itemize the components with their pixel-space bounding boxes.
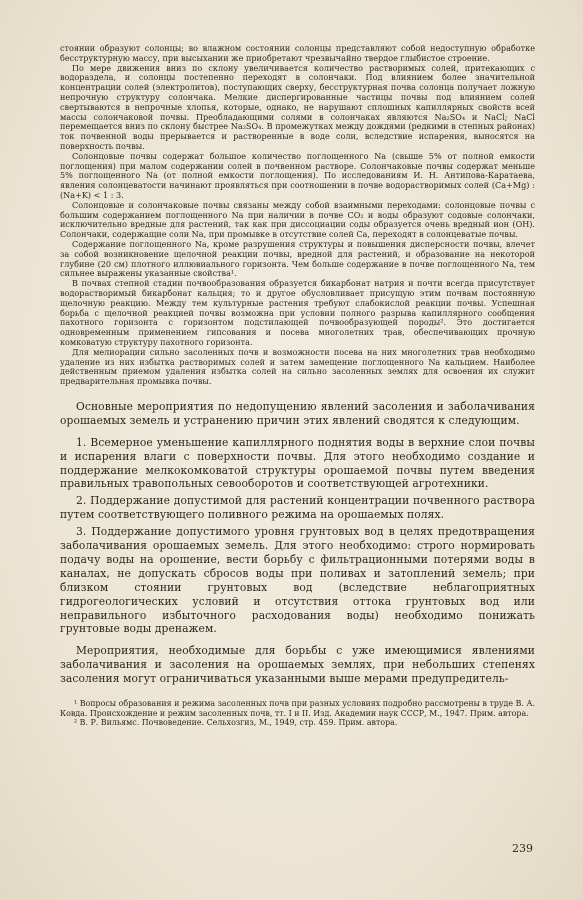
- paragraph: Солонцовые почвы содержат большое количество поглощенного Na (свыше 5% от полной емкости поглощения) при малом содержании солей в почвенном растворе. Солончаковые почвы содержат меньше 5% поглощенного Na (от полной емкости поглощения). По исследованиям И. Н. Антипова-Каратаева, явления солонцеватости начинают проявляться при соотношении в почве водорастворимых солей (Ca+Mg) : (Na+K) < 1 : 3.: [60, 150, 535, 200]
- paragraph: 2. Поддержание допустимой для растений концентрации почвенного раствора путем соответствующего поливного режима на орошаемых полях.: [60, 494, 535, 522]
- small-print-section: [60, 44, 535, 387]
- page-number: 239: [512, 842, 533, 855]
- paragraph: 1. Всемерное уменьшение капиллярного поднятия воды в верхние слои почвы и испарения влаги с поверхности почвы. Для этого необходимо создание и поддержание мелкокомковатой структуры орошаемой почвы путем введения правильных травопольных севооборотов и соответствующей агротехники.: [60, 435, 535, 491]
- paragraph: Солонцовые и солончаковые почвы связаны между собой взаимными переходами: солонцовые почвы с большим содержанием поглощенного Na при наличии в почве CO₂ и воды образуют содовые солончаки, исключительно вредные для растений, так как при диссоциации соды образуется очень вредный ион (OH). Солончаки, содержащие соли Na, при промывке в отсутствие солей Ca, переходят в солонцеватые почвы.: [60, 199, 535, 240]
- main-text-section: [60, 400, 535, 686]
- paragraph: По мере движения вниз по склону увеличивается количество растворимых солей, притекающих с водораздела, и солонцы постепенно переходят в солончаки. Под влиянием более значительной концентрации солей (электролитов), поступающих сверху, бесструктурная почва солонца получает ложную непрочную структуру солончака. Мелкие диспергированные частицы почвы под влиянием солей свертываются в непрочные хлопья, которые, однако, не нарушают сплошных капиллярных свойств всей массы солончаковой почвы. Преобладающими солями в солончаках являются Na₂SO₄ и NaCl; NaCl перемещается вниз по склону быстрее Na₂SO₄. В промежутках между дождями (редкими в степных районах) ток почвенной воды прерывается и растворенные в воде соли, вследствие испарения, выносятся на поверхность почвы.: [60, 62, 535, 151]
- paragraph: Основные мероприятия по недопущению явлений засоления и заболачивания орошаемых земель и устранению причин этих явлений сводятся к следующим.: [60, 399, 535, 427]
- paragraph: В почвах степной стадии почвообразования образуется бикарбонат натрия и почти всегда присутствует водорастворимый бикарбонат кальция; то и другое обусловливает присущую этим почвам постоянную щелочную реакцию. Между тем культурные растения требуют слабокислой реакции почвы. Успешная борьба с щелочной реакцией почвы возможна при условии полного разрыва капиллярного сообщения пахотного горизонта с горизонтом подстилающей почвообразующей породы². Это достигается одновременным применением гипсования и посева многолетних трав, обеспечивающих прочную комковатую структуру пахотного горизонта.: [60, 278, 535, 347]
- paragraph: 3. Поддержание допустимого уровня грунтовых вод в целях предотвращения заболачивания орошаемых земель. Для этого необходимо: строго нормировать подачу воды на орошение, вести борьбу с фильтрационными потерями воды в каналах, не допускать сбросов воды при поливах и затоплений земель; при близком стоянии грунтовых вод (вследствие неблагоприятных гидрогеологических условий и отсутствия оттока грунтовых вод или неправильного избыточного расходования воды) необходимо понижать грунтовые воды дренажем.: [60, 525, 535, 636]
- paragraph: Мероприятия, необходимые для борьбы с уже имеющимися явлениями заболачивания и засоления на орошаемых землях, при небольших степенях засоления могут ограничиваться указанными выше мерами предупредитель-: [60, 644, 535, 686]
- paragraph: Для мелиорации сильно засоленных почв и возможности посева на них многолетних трав необходимо удаление из них избытка растворимых солей и затем замещение поглощенного Na кальцием. Наиболее действенным приемом удаления избытка солей на сильно засоленных землях для освоения их служит предварительная промывка почвы.: [60, 346, 535, 387]
- footnote: ² В. Р. Вильямс. Почвоведение. Сельхозгиз, М., 1949, стр. 459. Прим. автора.: [74, 718, 398, 728]
- paragraph: стоянии образуют солонцы; во влажном состоянии солонцы представляют собой недоступную обработке бесструктурную массу, при высыхании же приобретают чрезвычайно твердое глыбистое строение.: [60, 43, 535, 63]
- paragraph: Содержание поглощенного Na, кроме разрушения структуры и повышения дисперсности почвы, влечет за собой возникновение щелочной реакции почвы, вредной для растений, и образование на некоторой глубине (20 см) плотного иллювиального горизонта. Чем больше содержание в почве поглощенного Na, тем сильнее выражены указанные свойства¹.: [60, 238, 535, 279]
- footnote: ¹ Вопросы образования и режима засоленных почв при разных условиях подробно рассмотрены в труде В. А. Ковда. Происхождение и режим засоленных почв, тт. I и II. Изд. Академии наук СССР, М., 1947. Прим. автора.: [60, 699, 535, 718]
- footnotes: [60, 696, 535, 728]
